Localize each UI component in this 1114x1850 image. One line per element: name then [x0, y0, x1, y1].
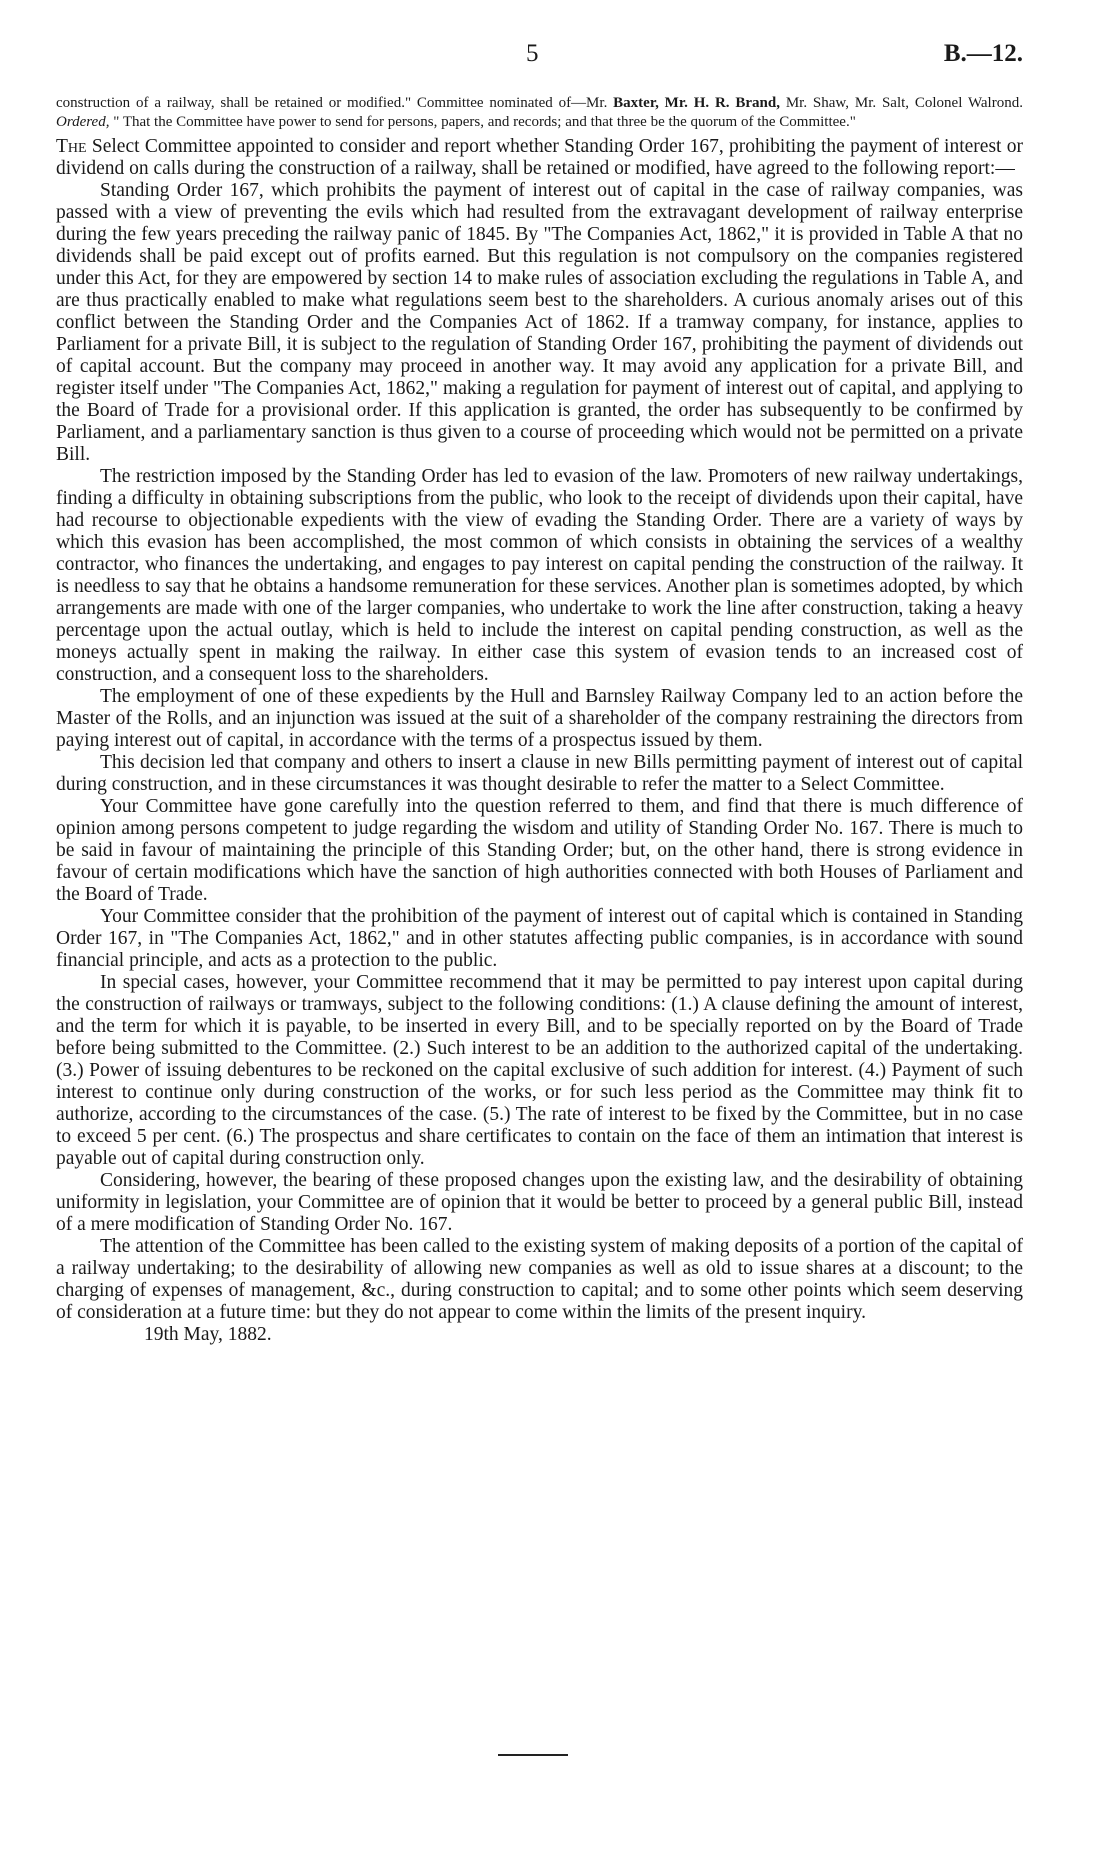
prefatory-text-2: Mr. Shaw, Mr. Salt, Colonel Walrond. — [779, 95, 1023, 111]
page-number: 5 — [526, 40, 539, 67]
document-page — [56, 40, 1023, 1830]
report-date: 19th May, 1882. — [144, 1324, 272, 1345]
paragraph-10: The attention of the Committee has been called to the existing system of making deposits of a portion of the capital of a railway undertaking; to the desirability of allowing new companies as well as old to issue shares at a discount; to the charging of expenses of management, &c., during construction to capital; and to some other points which seem deserving of consideration at a future time: but they do not appear to come within the limits of the present inquiry. — [56, 1236, 1023, 1323]
paragraph-3: The restriction imposed by the Standing Order has led to evasion of the law. Promoters of new railway undertakings, finding a difficulty in obtaining subscriptions from the public, who look to the receipt of dividends upon their capital, have had recourse to objectionable expedients with the view of evading the Standing Order. There are a variety of ways by which this evasion has been accomplished, the most common of which consists in obtaining the services of a wealthy contractor, who finances the undertaking, and engages to pay interest on capital pending the construction of the railway. It is needless to say that he obtains a handsome remuneration for these services. Another plan is sometimes adopted, by which arrangements are made with one of the larger companies, who undertake to work the line after construction, taking a heavy percentage upon the actual outlay, which is held to include the interest on capital pending construction, as well as the moneys actually spent in making the railway. In either case this system of evasion tends to an increased cost of construction, and a consequent loss to the shareholders. — [56, 466, 1023, 685]
paragraph-6: Your Committee have gone carefully into the question referred to them, and find that there is much difference of opinion among persons competent to judge regarding the wisdom and utility of Standing Order No. 167. There is much to be said in favour of maintaining the principle of this Standing Order; but, on the other hand, there is strong evidence in favour of certain modifications which have the sanction of high authorities connected with both Houses of Parliament and the Board of Trade. — [56, 796, 1023, 905]
page-header — [56, 40, 1023, 76]
paragraph-2: Standing Order 167, which prohibits the payment of interest out of capital in the case of railway companies, was passed with a view of preventing the evils which had resulted from the extravagant development of railway enterprise during the few years preceding the railway panic of 1845. By "The Companies Act, 1862," it is provided in Table A that no dividends shall be paid except out of profits earned. But this regulation is not compulsory on the companies registered under this Act, for they are empowered by section 14 to make rules of association excluding the regulations in Table A, and are thus practically enabled to make what regulations seem best to the shareholders. A curious anomaly arises out of this conflict between the Standing Order and the Companies Act of 1862. If a tramway company, for instance, applies to Parliament for a private Bill, it is subject to the regulation of Standing Order 167, prohibiting the payment of dividends out of capital account. But the company may proceed in another way. It may avoid any application for a private Bill, and register itself under "The Companies Act, 1862," making a regulation for payment of interest out of capital, and applying to the Board of Trade for a provisional order. If this application is granted, the order has subsequently to be confirmed by Parliament, and a parliamentary sanction is thus given to a course of proceeding which would not be permitted on a private Bill. — [56, 180, 1023, 465]
prefatory-names-bold: Baxter, Mr. H. R. Brand, — [613, 95, 780, 111]
prefatory-text-1: construction of a railway, shall be retained or modified." Committee nominated of—Mr. — [56, 95, 614, 111]
paragraph-7: Your Committee consider that the prohibition of the payment of interest out of capital which is contained in Standing Order 167, in "The Companies Act, 1862," and in other statutes affecting public companies, is in accordance with sound financial principle, and acts as a protection to the public. — [56, 906, 1023, 971]
paragraph-9: Considering, however, the bearing of these proposed changes upon the existing law, and the desirability of obtaining uniformity in legislation, your Committee are of opinion that it would be better to proceed by a general public Bill, instead of a mere modification of Standing Order No. 167. — [56, 1170, 1023, 1235]
paragraph-4: The employment of one of these expedients by the Hull and Barnsley Railway Company led to an action before the Master of the Rolls, and an injunction was issued at the suit of a shareholder of the company restraining the directors from paying interest out of capital, in accordance with the terms of a prospectus issued by them. — [56, 686, 1023, 751]
paragraph-1 — [56, 136, 1023, 180]
footer-rule — [498, 1754, 568, 1756]
paragraph-8: In special cases, however, your Committee recommend that it may be permitted to pay interest upon capital during the construction of railways or tramways, subject to the following conditions: (1.) A clause defining the amount of interest, and the term for which it is payable, to be inserted in every Bill, and to be specially reported on by the Board of Trade before being submitted to the Committee. (2.) Such interest to be an addition to the authorized capital of the undertaking. (3.) Power of issuing debentures to be reckoned on the capital exclusive of such addition for interest. (4.) Payment of such interest to continue only during construction of the works, or for such less period as the Committee may think fit to authorize, according to the circumstances of the case. (5.) The rate of interest to be fixed by the Committee, but in no case to exceed 5 per cent. (6.) The prospectus and share certificates to contain on the face of them an intimation that interest is payable out of capital during construction only. — [56, 972, 1023, 1169]
report-body — [56, 136, 1023, 1346]
prefatory-text-3: " That the Committee have power to send for persons, papers, and records; and that three be the quorum of the Committee." — [109, 114, 856, 130]
prefatory-note — [56, 94, 1023, 132]
paragraph-5: This decision led that company and others to insert a clause in new Bills permitting payment of interest out of capital during construction, and in these circumstances it was thought desirable to refer the matter to a Select Committee. — [56, 752, 1023, 795]
document-reference: B.—12. — [943, 40, 1023, 67]
paragraph-1-lead: The — [56, 136, 87, 157]
paragraph-1-text: Select Committee appointed to consider and report whether Standing Order 167, prohibiting the payment of interest or dividend on calls during the construction of a railway, shall be retained or modified, have agreed to the following report:— — [56, 136, 1023, 179]
prefatory-ordered: Ordered, — [56, 114, 110, 130]
